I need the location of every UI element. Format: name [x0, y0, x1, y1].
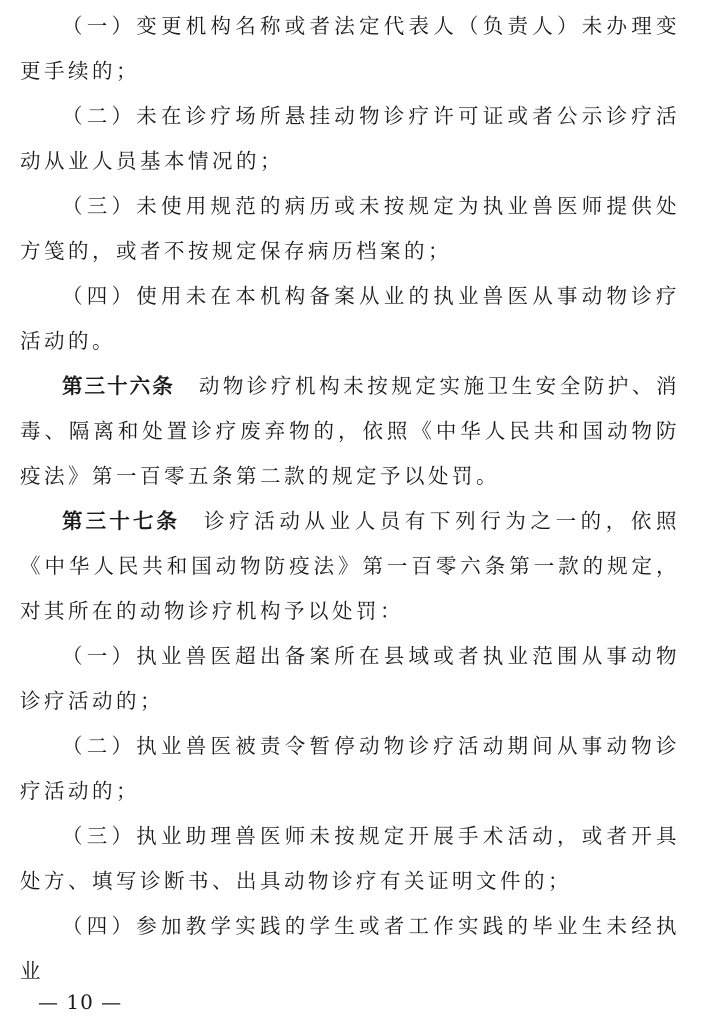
article-paragraph: 第三十六条 动物诊疗机构未按规定实施卫生安全防护、消毒、隔离和处置诊疗废弃物的，依照《中华人民共和国动物防疫法》第一百零五条第二款的规定予以处罚。 [20, 374, 680, 488]
clause-paragraph: （二）执业兽医被责令暂停动物诊疗活动期间从事动物诊疗活动的； [20, 734, 680, 803]
clause-paragraph: （三）未使用规范的病历或未按规定为执业兽医师提供处方笺的，或者不按规定保存病历档案的； [20, 194, 680, 263]
article-paragraph: 第三十七条 诊疗活动从业人员有下列行为之一的，依照《中华人民共和国动物防疫法》第一百零六条第一款的规定，对其所在的动物诊疗机构予以处罚： [20, 509, 681, 623]
clause-paragraph: （一）执业兽医超出备案所在县域或者执业范围从事动物诊疗活动的； [20, 644, 680, 713]
document-body [20, 4, 680, 994]
clause-paragraph: （一）变更机构名称或者法定代表人（负责人）未办理变更手续的； [20, 14, 680, 83]
page-number: — 10 — [38, 990, 123, 1014]
clause-paragraph: （四）使用未在本机构备案从业的执业兽医从事动物诊疗活动的。 [20, 284, 680, 353]
clause-paragraph: （二）未在诊疗场所悬挂动物诊疗许可证或者公示诊疗活动从业人员基本情况的； [20, 104, 680, 173]
article-heading: 第三十六条 [62, 374, 175, 398]
article-heading: 第三十七条 [62, 509, 181, 533]
clause-paragraph: （三）执业助理兽医师未按规定开展手术活动，或者开具处方、填写诊断书、出具动物诊疗有关证明文件的； [20, 824, 680, 893]
clause-paragraph: （四）参加教学实践的学生或者工作实践的毕业生未经执业 [20, 914, 680, 983]
